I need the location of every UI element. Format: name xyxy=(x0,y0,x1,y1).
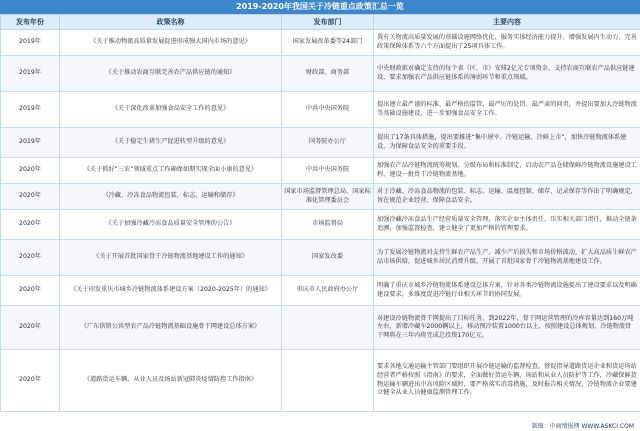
cell-department: 国家发展改革委等24部门 xyxy=(282,30,374,56)
cell-department: 国家市场监督管理总局、国家标准化管理委员会 xyxy=(282,184,374,210)
cell-policy-name: 《关于推动农商互联完善农产品供应链的通知》 xyxy=(60,56,282,92)
header-policy-name: 政策名称 xyxy=(60,15,282,30)
source-credit: 制图：中商情报网 WWW.ASKCI.COM xyxy=(531,423,634,430)
cell-department: 中共中央国务院 xyxy=(282,158,374,184)
cell-policy-name: 《关于稳定生猪生产促进转型升级的意见》 xyxy=(60,128,282,158)
cell-content: 提出建立最严谨的标准、最严格的监管、最严厉的处罚、最严肃的问责，并提出要加大冷链物流等基础设施建设，进一步加强食品安全工作。 xyxy=(374,92,640,128)
cell-department: 财政部、商务部 xyxy=(282,56,374,92)
cell-year: 2020年 xyxy=(1,184,60,210)
header-department: 发布部门 xyxy=(282,15,374,30)
table-row xyxy=(1,306,640,350)
cell-year: 2020年 xyxy=(1,306,60,350)
cell-content: 提出了17条具体措施，提出要推进“集中屠宰、冷链运输、冷鲜上市”，加快冷链物流体系建设，为保障食品安全的重要手段。 xyxy=(374,128,640,158)
table-row xyxy=(1,276,640,306)
table-row xyxy=(1,158,640,184)
table-row xyxy=(1,350,640,412)
cell-policy-name: 《冷藏、冷冻食品物流包装、标志、运输和储存》 xyxy=(60,184,282,210)
cell-year: 2020年 xyxy=(1,158,60,184)
cell-year: 2020年 xyxy=(1,350,60,412)
cell-year: 2020年 xyxy=(1,276,60,306)
cell-content: 加强农产品冷链物流统筹规划、分级布局和标准制定，启动农产品仓储保鲜冷链物流设施建设工程，建设一批骨干冷链物流基地。 xyxy=(374,158,640,184)
cell-department: 市场监督局 xyxy=(282,210,374,240)
header-content: 主要内容 xyxy=(374,15,640,30)
cell-department: 重庆市人民政府办公厅 xyxy=(282,276,374,306)
cell-policy-name: 《关于加强冷藏冷冻食品质量安全管理的公告》 xyxy=(60,210,282,240)
cell-department xyxy=(282,350,374,412)
cell-policy-name: 《关于深化改革加强食品安全工作的意见》 xyxy=(60,92,282,128)
cell-policy-name: 《关于推动物流高质量发展促进形成强大国内市场的意见》 xyxy=(60,30,282,56)
cell-policy-name: 《道路货运车辆、从业人员及场站新冠肺炎疫情防控工作指南》 xyxy=(60,350,282,412)
cell-year: 2019年 xyxy=(1,56,60,92)
header-row xyxy=(1,15,640,30)
cell-year: 2020年 xyxy=(1,240,60,276)
cell-department: 中共中央国务院 xyxy=(282,92,374,128)
table-row xyxy=(1,30,640,56)
cell-content: 我有关物流高质量发展的基础设施网络优化、服务实体经济能力提升、增强发展内生动力、完善政策保障体系等六个方面提出了25项具体工作。 xyxy=(374,30,640,56)
table-row xyxy=(1,184,640,210)
table-row xyxy=(1,210,640,240)
cell-year: 2019年 xyxy=(1,30,60,56)
cell-content: 明确了重庆市城乡冷链物流体系建设总体方案，针对各类冷链物流设施提出了建设要求以及明确建设要求，多维度促进冷链行业相关环节的协同发展。 xyxy=(374,276,640,306)
cell-department xyxy=(282,306,374,350)
header-year: 发布年份 xyxy=(1,15,60,30)
cell-policy-name: 《关于印发重庆市城乡冷链物流体系建设方案（2020-2025年）的通知》 xyxy=(60,276,282,306)
cell-department: 国家发改委 xyxy=(282,240,374,276)
cell-content: 中央财政拟对确定支持的每个省（区、市）安排2亿元专项资金，支持农商互联农产品供应链建设，要求加强农产品供应链体系的薄弱环节和重点领域。 xyxy=(374,56,640,92)
table-row xyxy=(1,56,640,92)
cell-year: 2019年 xyxy=(1,128,60,158)
policy-table xyxy=(0,14,640,412)
cell-content: 对建设冷链物流骨干网提出了目标任务，到2022年，骨干网运营管理的冷库容量达到160万吨左右，新增冷藏车2000辆以上，移动预冷装置1000台以上，按照建设总体规划，冷链物流骨干网将在三年内将完成总投资170亿元。 xyxy=(374,306,640,350)
cell-policy-name: 《关于开展首批国家骨干冷链物流基地建设工作的通知》 xyxy=(60,240,282,276)
cell-policy-name: 《广东供销公共型农产品冷链物流基础设施骨干网建设总体方案》 xyxy=(60,306,282,350)
cell-content: 为了发展冷链物流对支持生鲜农产品生产，减少产后损失和市场价格波动，扩大高品质生鲜农产品市场供给，促进城乡居民消费升级，开展了首批国家骨干冷链物流基地建设工作。 xyxy=(374,240,640,276)
table-title: 2019-2020年我国关于冷链重点政策汇总一览 xyxy=(0,0,640,14)
cell-department: 国务院办公厅 xyxy=(282,128,374,158)
cell-policy-name: 《关于抓好“三农”领域重点工作确保如期实现全面小康的意见》 xyxy=(60,158,282,184)
cell-content: 对于冷藏、冷冻食品物流的包装、标志、运输、温度控制、储存、记录保存等作出了明确规定，旨在规范企业经营、保障食品安全。 xyxy=(374,184,640,210)
cell-year: 2019年 xyxy=(1,92,60,128)
table-row xyxy=(1,240,640,276)
cell-year: 2020年 xyxy=(1,210,60,240)
table-row xyxy=(1,92,640,128)
cell-content: 要求各地交通运输主管部门要组织开展冷链运输的监督检查，督促指导道路货运企业和货运场站经营者严格按照《指南》的要求，全面做好货运车辆、场站和从业人员防护等工作，冷藏保鲜货物运输车辆进出中高风险区域时，要严格落实消毒措施，及时报告相关情况，冷链物流企业要建立健全从业人员健康监测管理工作。 xyxy=(374,350,640,412)
cell-content: 加强冷藏冷冻食品生产经营质量安全管理，落实企业主体责任，压实相关部门责任，推动全链条追溯，加强监督检查，建立健全了更加严格的管理要求。 xyxy=(374,210,640,240)
table-row xyxy=(1,128,640,158)
